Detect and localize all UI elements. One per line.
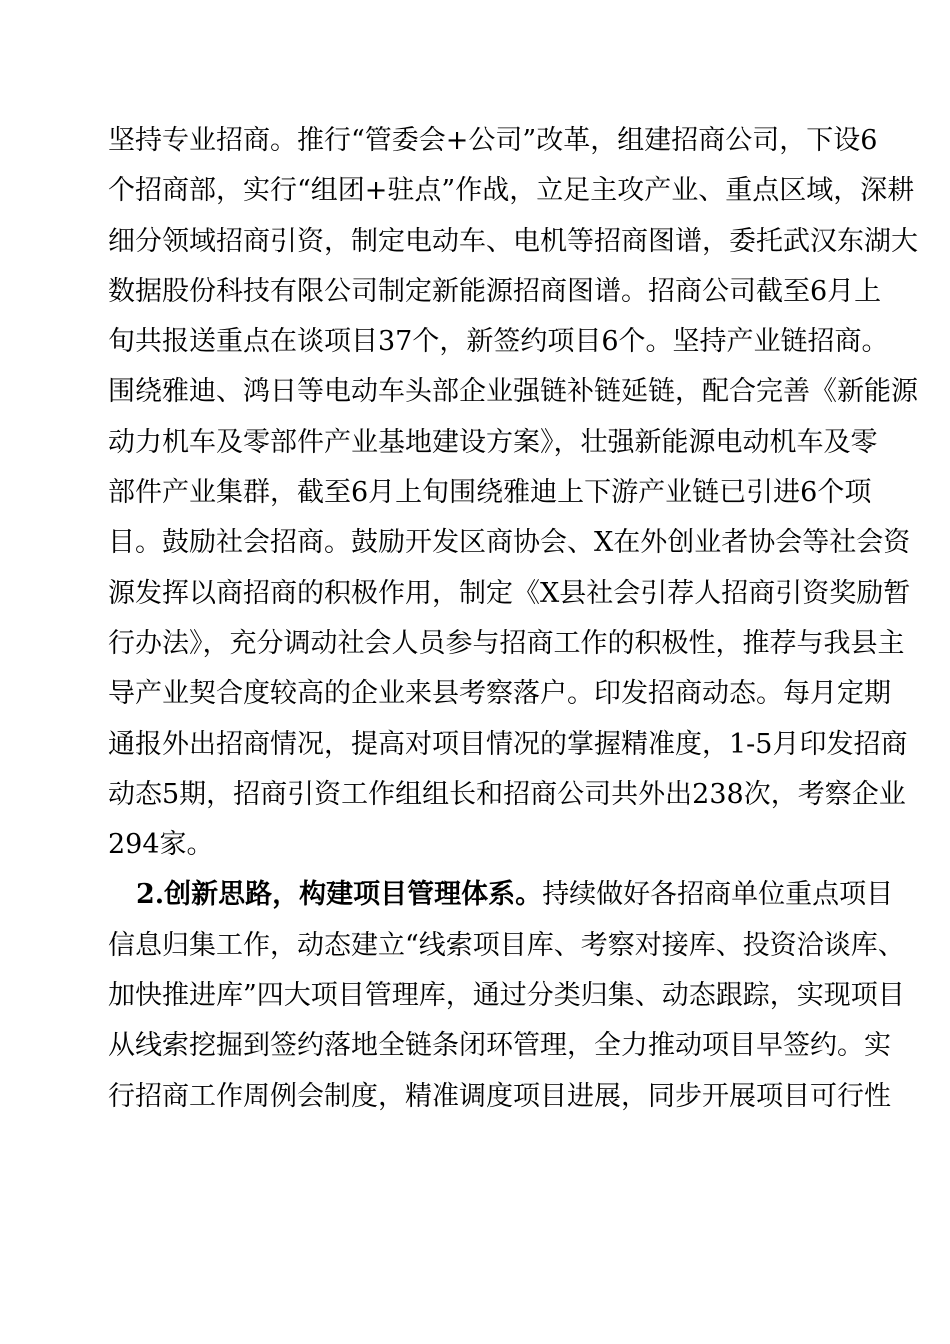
text-span: 持续做好各招商单位重点项目: [542, 879, 894, 911]
document-body: [108, 116, 918, 1122]
section-heading: 2.创新思路，构建项目管理体系。: [136, 879, 543, 911]
text-line: 动态5期，招商引资工作组组长和招商公司共外出238次，考察企业: [108, 778, 906, 810]
text-line: 信息归集工作，动态建立“线索项目库、考察对接库、投资洽谈库、: [108, 929, 905, 961]
text-line: 从线索挖掘到签约落地全链条闭环管理，全力推动项目早签约。实: [108, 1030, 891, 1062]
paragraph-investment-promotion: [108, 116, 918, 870]
text-line: 目。鼓励社会招商。鼓励开发区商协会、X在外创业者协会等社会资: [108, 527, 911, 559]
text-line: 细分领域招商引资，制定电动车、电机等招商图谱，委托武汉东湖大: [108, 225, 918, 257]
paragraph-project-management: [108, 870, 905, 1121]
text-line: 旬共报送重点在谈项目37个，新签约项目6个。坚持产业链招商。: [108, 326, 889, 358]
text-line: 部件产业集群，截至6月上旬围绕雅迪上下游产业链已引进6个项: [108, 477, 872, 509]
text-line: 数据股份科技有限公司制定新能源招商图谱。招商公司截至6月上: [108, 275, 882, 307]
text-line: 加快推进库”四大项目管理库，通过分类归集、动态跟踪，实现项目: [108, 980, 905, 1012]
text-line: 行办法》，充分调动社会人员参与招商工作的积极性，推荐与我县主: [108, 627, 905, 659]
text-line: 坚持专业招商。推行“管委会+公司”改革，组建招商公司，下设6: [108, 125, 878, 156]
text-line: 源发挥以商招商的积极作用，制定《X县社会引荐人招商引资奖励暂: [108, 577, 911, 609]
text-line: 围绕雅迪、鸿日等电动车头部企业强链补链延链，配合完善《新能源: [108, 376, 918, 408]
text-line: 行招商工作周例会制度，精准调度项目进展，同步开展项目可行性: [108, 1080, 891, 1112]
text-line: 导产业契合度较高的企业来县考察落户。印发招商动态。每月定期: [108, 678, 891, 710]
text-line: 个招商部，实行“组团+驻点”作战，立足主攻产业、重点区域，深耕: [108, 175, 915, 207]
text-line: [108, 870, 894, 920]
text-line: 动力机车及零部件产业基地建设方案》，壮强新能源电动机车及零: [108, 426, 878, 458]
text-line: 通报外出招商情况，提高对项目情况的掌握精准度，1-5月印发招商: [108, 728, 908, 760]
text-line: 294家。: [108, 829, 214, 861]
